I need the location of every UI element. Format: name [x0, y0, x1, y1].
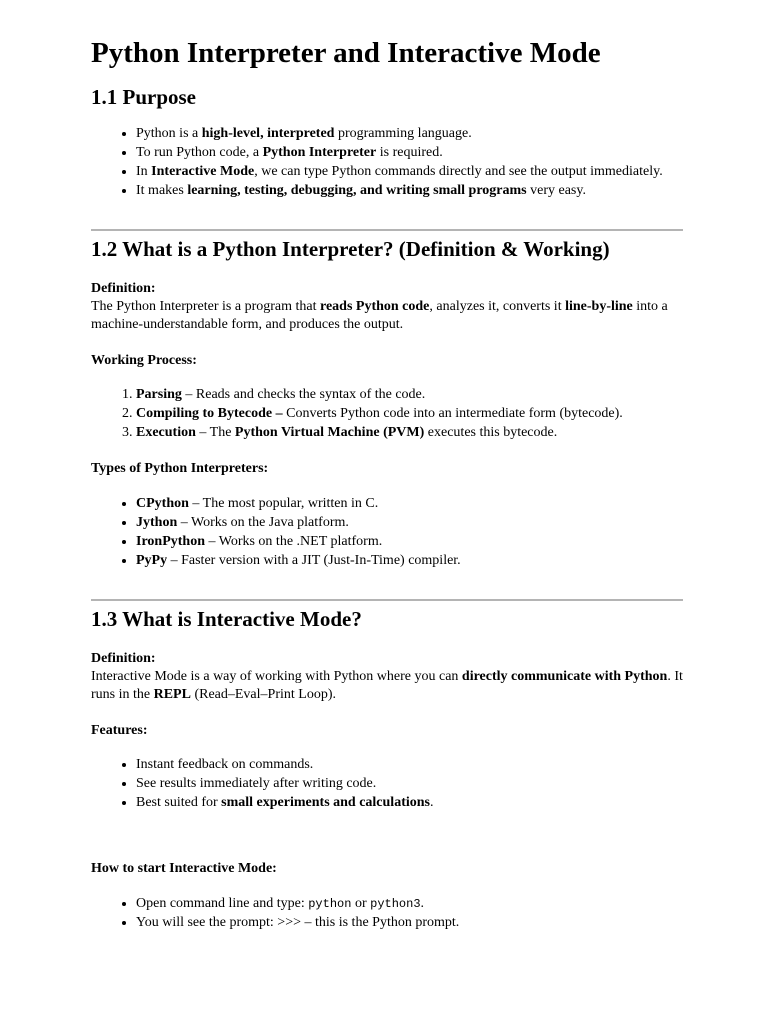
list-item: 2. Compiling to Bytecode – Converts Python code into an intermediate form (bytecode).	[136, 405, 683, 423]
list-item: • Instant feedback on commands.	[136, 756, 683, 774]
list-item: • Jython – Works on the Java platform.	[136, 514, 683, 532]
list-item: • See results immediately after writing code.	[136, 775, 683, 793]
features-list	[91, 756, 683, 812]
list-item: • CPython – The most popular, written in C.	[136, 495, 683, 513]
section-divider	[91, 599, 683, 601]
list-item: • PyPy – Faster version with a JIT (Just-In-Time) compiler.	[136, 552, 683, 570]
section-heading-purpose: 1.1 Purpose	[91, 84, 196, 109]
list-item: • Python is a high-level, interpreted programming language.	[136, 125, 683, 143]
list-item: • To run Python code, a Python Interpreter is required.	[136, 144, 683, 162]
start-interactive-list	[91, 895, 683, 932]
document-content	[91, 36, 683, 933]
section-heading-interpreter: 1.2 What is a Python Interpreter? (Definition & Working)	[91, 236, 610, 261]
section-heading-interactive-mode: 1.3 What is Interactive Mode?	[91, 606, 362, 631]
list-item: • You will see the prompt: >>> – this is the Python prompt.	[136, 914, 683, 932]
definition-text: The Python Interpreter is a program that reads Python code, analyzes it, converts it line-by-line into a machine-understandable form, and produces the output.	[91, 298, 668, 332]
definition-label: Definition:	[91, 650, 156, 666]
page-title: Python Interpreter and Interactive Mode	[91, 37, 601, 69]
definition-label: Definition:	[91, 280, 156, 296]
working-process-list	[91, 386, 683, 442]
list-item: • It makes learning, testing, debugging, and writing small programs very easy.	[136, 182, 683, 200]
list-item: 3. Execution – The Python Virtual Machine (PVM) executes this bytecode.	[136, 424, 683, 442]
working-process-label: Working Process:	[91, 352, 197, 368]
list-item: • Open command line and type: python or python3.	[136, 895, 683, 913]
purpose-list	[91, 125, 683, 200]
start-interactive-label: How to start Interactive Mode:	[91, 861, 277, 877]
interpreter-types-list	[91, 495, 683, 570]
list-item: 1. Parsing – Reads and checks the syntax of the code.	[136, 386, 683, 404]
list-item: • In Interactive Mode, we can type Python commands directly and see the output immediately.	[136, 163, 683, 181]
interpreter-types-label: Types of Python Interpreters:	[91, 461, 269, 477]
section-divider	[91, 229, 683, 231]
definition-text: Interactive Mode is a way of working with Python where you can directly communicate with Python. It runs in the REPL (Read–Eval–Print Loop).	[91, 668, 683, 702]
features-label: Features:	[91, 722, 148, 738]
list-item: • IronPython – Works on the .NET platform.	[136, 533, 683, 551]
list-item: • Best suited for small experiments and calculations.	[136, 794, 683, 812]
